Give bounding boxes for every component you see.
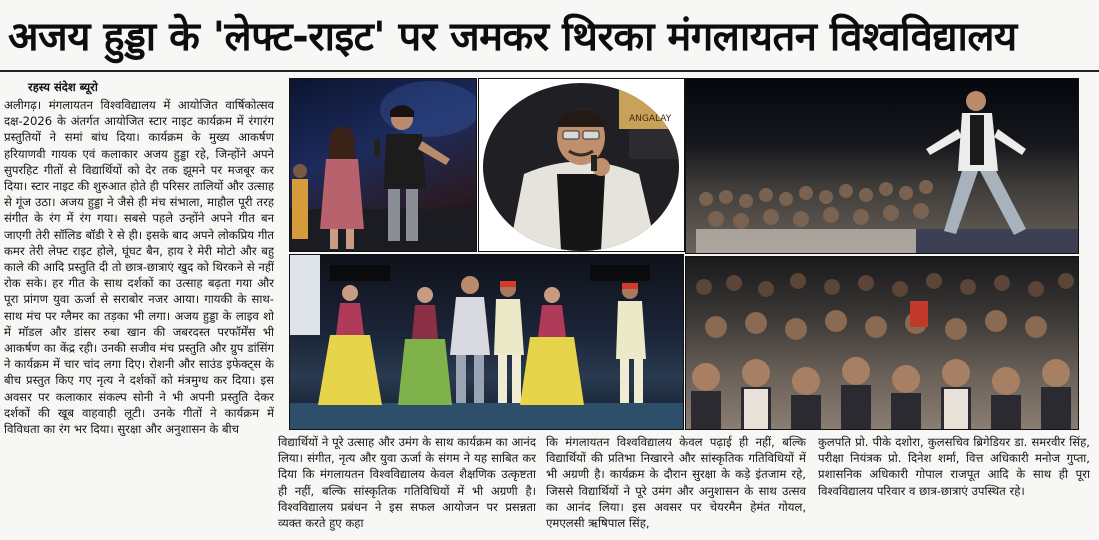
photo-singer-with-dancer xyxy=(289,78,477,252)
photo-singer-closeup xyxy=(478,78,685,252)
photo-audience xyxy=(685,256,1079,430)
headline-rule xyxy=(0,70,1099,72)
article-column-2: विद्यार्थियों ने पूरे उत्साह और उमंग के साथ कार्यक्रम का आनंद लिया। संगीत, नृत्य और युवा ऊर्जा के संगम ने यह साबित कर दिया कि मंगलायतन विश्वविद्यालय केवल शैक्षणिक उत्कृष्टता ही नहीं, बल्कि सांस्कृतिक गतिविधियों में भी अग्रणी है। विश्वविद्यालय प्रबंधन ने इस सफल आयोजन पर प्रसन्नता व्यक्त करते हुए कहा xyxy=(278,435,536,531)
photo-singer-crowd xyxy=(685,78,1079,254)
headline: अजय हुड्डा के 'लेफ्ट-राइट' पर जमकर थिरका मंगलायतन विश्वविद्यालय xyxy=(8,14,1017,60)
photo-group-dance xyxy=(289,254,684,430)
article-column-1: अलीगढ़। मंगलायतन विश्वविद्यालय में आयोजित वार्षिकोत्सव दक्ष-2026 के अंतर्गत आयोजित स्टार नाइट कार्यक्रम में रंगारंग प्रस्तुतियों ने समां बांध दिया। कार्यक्रम के मुख्य आकर्षण हरियाणवी गायक एवं कलाकार अजय हुड्डा रहे, जिन्होंने अपने सुपरहिट गीतों से विद्यार्थियों को देर तक झूमने पर मजबूर कर दिया। स्टार नाइट की शुरुआत होते ही परिसर तालियों और उत्साह से गूंज उठा। अजय हुड्डा ने जैसे ही मंच संभाला, माहौल पूरी तरह संगीत के रंग में रंग गया। सबसे पहले उन्होंने अपने गीत बन जाएगी तेरी सॉलिड बॉडी रे से ही। इसके बाद अपने लोकप्रिय गीत कमर तेरी लेफ्ट राइट होले, घूंघट बैन, हाय रे मेरी मोटो और बहु काले की आदि प्रस्तुति दी तो छात्र-छात्राएं खुद को थिरकने से नहीं रोक सके। हर गीत के साथ दर्शकों का उत्साह बढ़ता गया और पूरा प्रांगण युवा ऊर्जा से सराबोर नजर आया। गायकी के साथ-साथ मंच पर ग्लैमर का तड़का भी लगा। अजय हुड्डा के लाइव शो में मॉडल और डांसर रुबा खान की जबरदस्त परफॉर्मेंस भी आकर्षण का केंद्र रही। उनकी सजीव मंच प्रस्तुति और ग्रुप डांसिंग ने कार्यक्रम में चार चांद लगा दिए। रोशनी और साउंड इफेक्ट्स के बीच प्रस्तुत किए गए नृत्य ने दर्शकों को मंत्रमुग्ध कर दिया। इस अवसर पर कलाकार संकल्प सोनी ने भी अपनी प्रस्तुति देकर दर्शकों की खूब वाहवाही लूटी। उनके गीतों ने कार्यक्रम में विविधता का रंग भर दिया। सुरक्षा और अनुशासन के बीच xyxy=(4,98,274,437)
byline: रहस्य संदेश ब्यूरो xyxy=(28,80,98,94)
photo-badge-text: ANGALAY xyxy=(629,114,672,124)
article-column-3: कि मंगलायतन विश्वविद्यालय केवल पढ़ाई ही नहीं, बल्कि विद्यार्थियों की प्रतिभा निखारने और सांस्कृतिक गतिविधियों में भी अग्रणी है। कार्यक्रम के दौरान सुरक्षा के कड़े इंतजाम रहे, जिससे विद्यार्थियों ने पूरे उमंग और अनुशासन के साथ उत्सव का आनंद लिया। इस अवसर पर चेयरमैन हेमंत गोयल, एमएलसी ऋषिपाल सिंह, xyxy=(546,435,806,531)
article-column-4: कुलपति प्रो. पीके दशोरा, कुलसचिव ब्रिगेडियर डा. समरवीर सिंह, परीक्षा नियंत्रक प्रो. दिनेश शर्मा, वित्त अधिकारी मनोज गुप्ता, प्रशासनिक अधिकारी गोपाल राजपूत आदि के साथ ही पूरा विश्वविद्यालय परिवार व छात्र-छात्राएं उपस्थित रहे। xyxy=(818,435,1090,498)
